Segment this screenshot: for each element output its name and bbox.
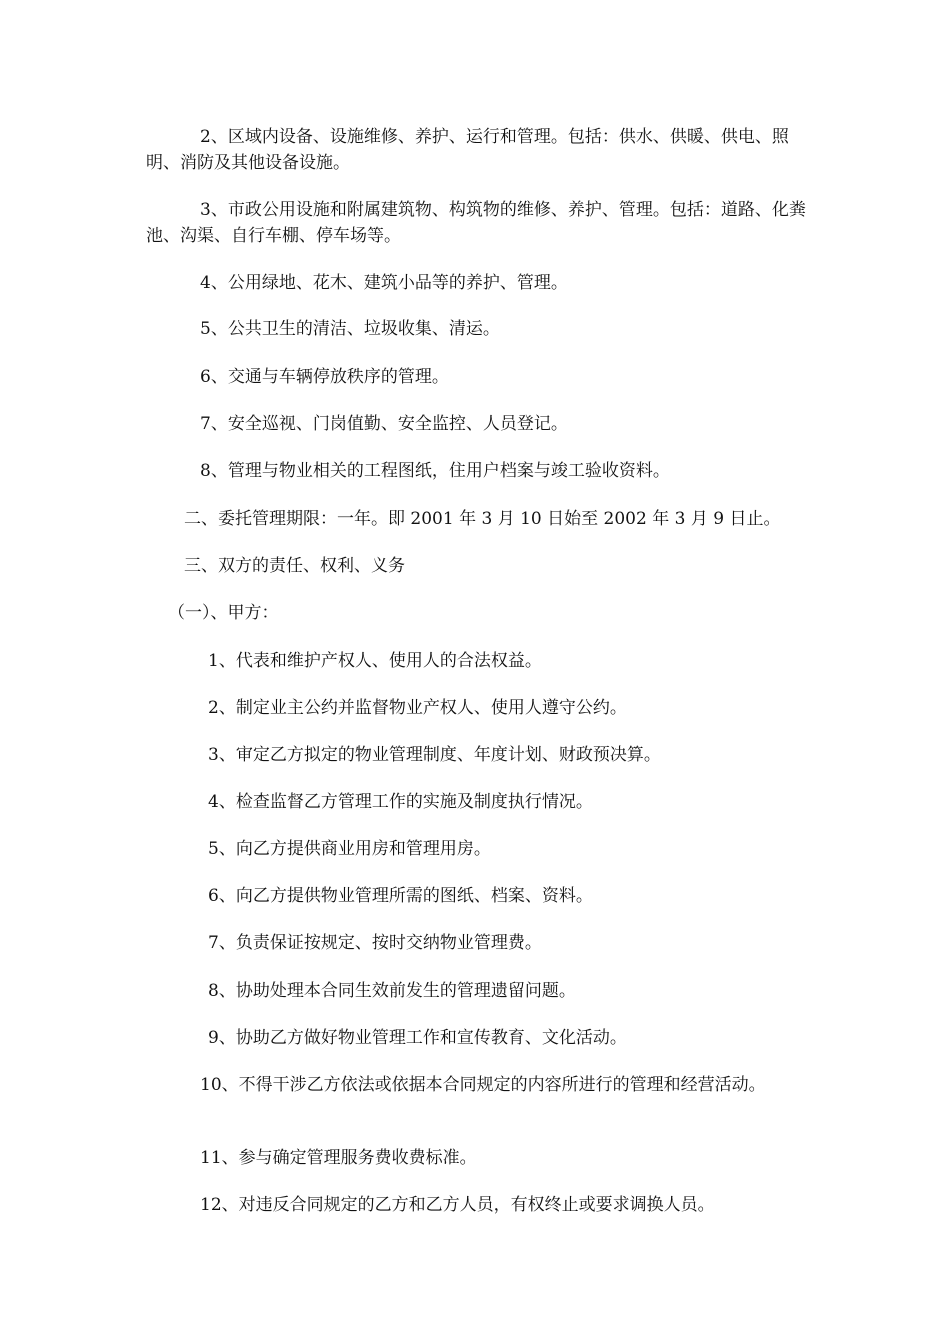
party-a-item-2: 2、制定业主公约并监督物业产权人、使用人遵守公约。 (208, 698, 627, 718)
item-4-greenery: 4、公用绿地、花木、建筑小品等的养护、管理。 (200, 273, 568, 293)
subsection-party-a-heading: （一）、甲方： (168, 603, 279, 623)
item-5-sanitation: 5、公共卫生的清洁、垃圾收集、清运。 (200, 319, 500, 339)
section-3-responsibilities-heading: 三、双方的责任、权利、义务 (184, 556, 405, 576)
section-2-term-heading: 二、委托管理期限：一年。即 2001 年 3 月 10 日始至 2002 年 3 月 9 日止。 (184, 509, 781, 529)
party-a-item-10: 10、不得干涉乙方依法或依据本合同规定的内容所进行的管理和经营活动。 (200, 1075, 766, 1095)
party-a-item-8: 8、协助处理本合同生效前发生的管理遗留问题。 (208, 981, 576, 1001)
item-7-security: 7、安全巡视、门岗值勤、安全监控、人员登记。 (200, 414, 568, 434)
item-3-municipal-facilities: 3、市政公用设施和附属建筑物、构筑物的维修、养护、管理。包括：道路、化粪池、沟渠、自行车棚、停车场等。 (146, 200, 806, 246)
party-a-item-12: 12、对违反合同规定的乙方和乙方人员，有权终止或要求调换人员。 (200, 1195, 715, 1215)
party-a-item-7: 7、负责保证按规定、按时交纳物业管理费。 (208, 933, 542, 953)
party-a-item-9: 9、协助乙方做好物业管理工作和宣传教育、文化活动。 (208, 1028, 627, 1048)
item-8-archives: 8、管理与物业相关的工程图纸，住用户档案与竣工验收资料。 (200, 461, 670, 481)
party-a-item-11: 11、参与确定管理服务费收费标准。 (200, 1148, 477, 1168)
item-2-facilities-maintenance: 2、区域内设备、设施维修、养护、运行和管理。包括：供水、供暖、供电、照明、消防及其他设备设施。 (146, 127, 789, 173)
party-a-item-3: 3、审定乙方拟定的物业管理制度、年度计划、财政预决算。 (208, 745, 661, 765)
item-6-traffic: 6、交通与车辆停放秩序的管理。 (200, 367, 449, 387)
party-a-item-5: 5、向乙方提供商业用房和管理用房。 (208, 839, 491, 859)
party-a-item-6: 6、向乙方提供物业管理所需的图纸、档案、资料。 (208, 886, 593, 906)
party-a-item-1: 1、代表和维护产权人、使用人的合法权益。 (208, 651, 542, 671)
party-a-item-4: 4、检查监督乙方管理工作的实施及制度执行情况。 (208, 792, 593, 812)
